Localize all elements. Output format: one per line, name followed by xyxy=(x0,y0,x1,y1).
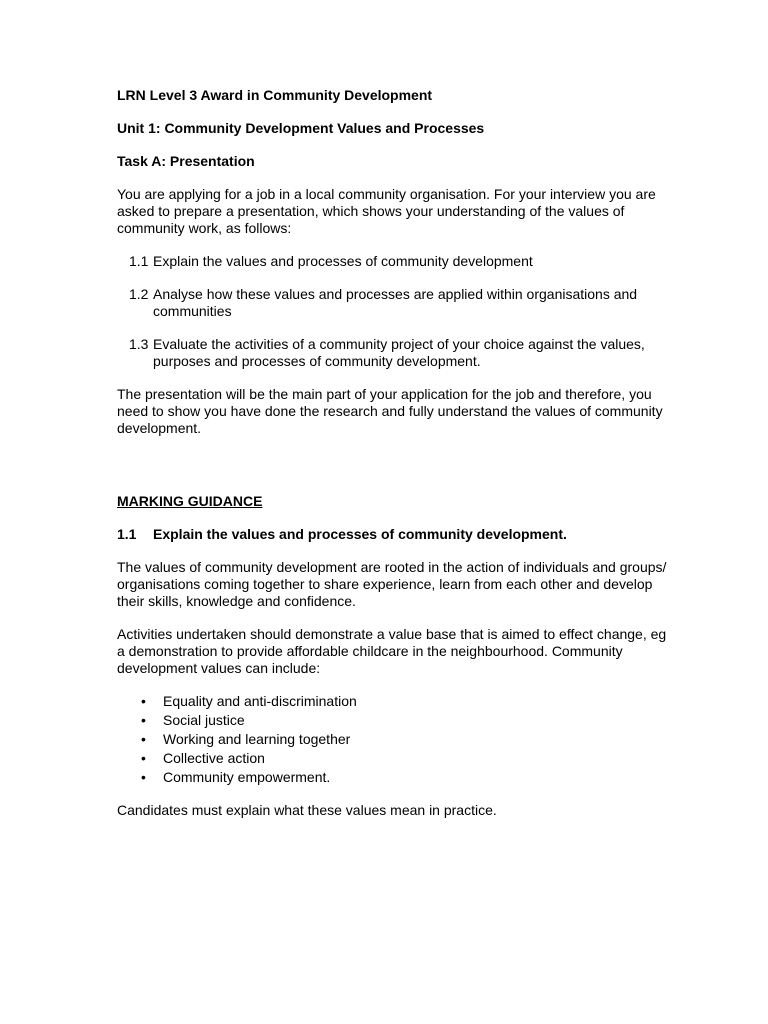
intro-paragraph: You are applying for a job in a local community organisation. For your interview you are asked to prepare a presentation, which shows your understanding of the values of community work, as follows: xyxy=(117,186,656,236)
list-item xyxy=(117,750,677,767)
task-text: Evaluate the activities of a community project of your choice against the values, purposes and processes of community development. xyxy=(153,336,645,369)
list-item-text: Community empowerment. xyxy=(163,769,331,785)
marking-guidance-heading: MARKING GUIDANCE xyxy=(117,493,263,509)
section-spacer xyxy=(117,453,677,493)
task-text: Explain the values and processes of community development xyxy=(153,253,533,269)
section-title: Explain the values and processes of community development. xyxy=(153,526,567,542)
list-item xyxy=(117,712,677,729)
list-item-text: Equality and anti-discrimination xyxy=(163,693,357,709)
list-item xyxy=(117,769,677,786)
task-number: 1.3 xyxy=(129,336,149,352)
section-heading xyxy=(117,526,677,543)
activities-paragraph: Activities undertaken should demonstrate a value base that is aimed to effect change, eg a demonstration to provide affordable childcare in the neighbourhood. Community development values can include: xyxy=(117,626,667,676)
task-item xyxy=(117,253,677,270)
list-item-text: Social justice xyxy=(163,712,245,728)
section-number: 1.1 xyxy=(117,526,137,542)
list-item xyxy=(117,731,677,748)
list-item-text: Working and learning together xyxy=(163,731,351,747)
document-page xyxy=(117,87,677,835)
task-text: Analyse how these values and processes are applied within organisations and communities xyxy=(153,286,638,319)
bullet-icon: • xyxy=(141,750,146,766)
task-number: 1.1 xyxy=(129,253,149,269)
bullet-icon: • xyxy=(141,731,146,747)
task-heading: Task A: Presentation xyxy=(117,153,255,169)
task-item xyxy=(117,336,677,370)
task-number: 1.2 xyxy=(129,286,149,302)
values-paragraph: The values of community development are rooted in the action of individuals and groups/ organisations coming together to share experience, learn from each other and develop their skills, knowledge and confidence. xyxy=(117,559,667,609)
document-title: LRN Level 3 Award in Community Development xyxy=(117,87,433,103)
list-item xyxy=(117,693,677,710)
bullet-icon: • xyxy=(141,712,146,728)
task-item xyxy=(117,286,677,320)
bullet-icon: • xyxy=(141,693,146,709)
closing-paragraph: Candidates must explain what these values mean in practice. xyxy=(117,802,497,818)
values-list xyxy=(117,693,677,786)
bullet-icon: • xyxy=(141,769,146,785)
unit-heading: Unit 1: Community Development Values and Processes xyxy=(117,120,485,136)
list-item-text: Collective action xyxy=(163,750,265,766)
presentation-note: The presentation will be the main part of your application for the job and therefore, you need to show you have done the research and fully understand the values of community development. xyxy=(117,386,663,436)
